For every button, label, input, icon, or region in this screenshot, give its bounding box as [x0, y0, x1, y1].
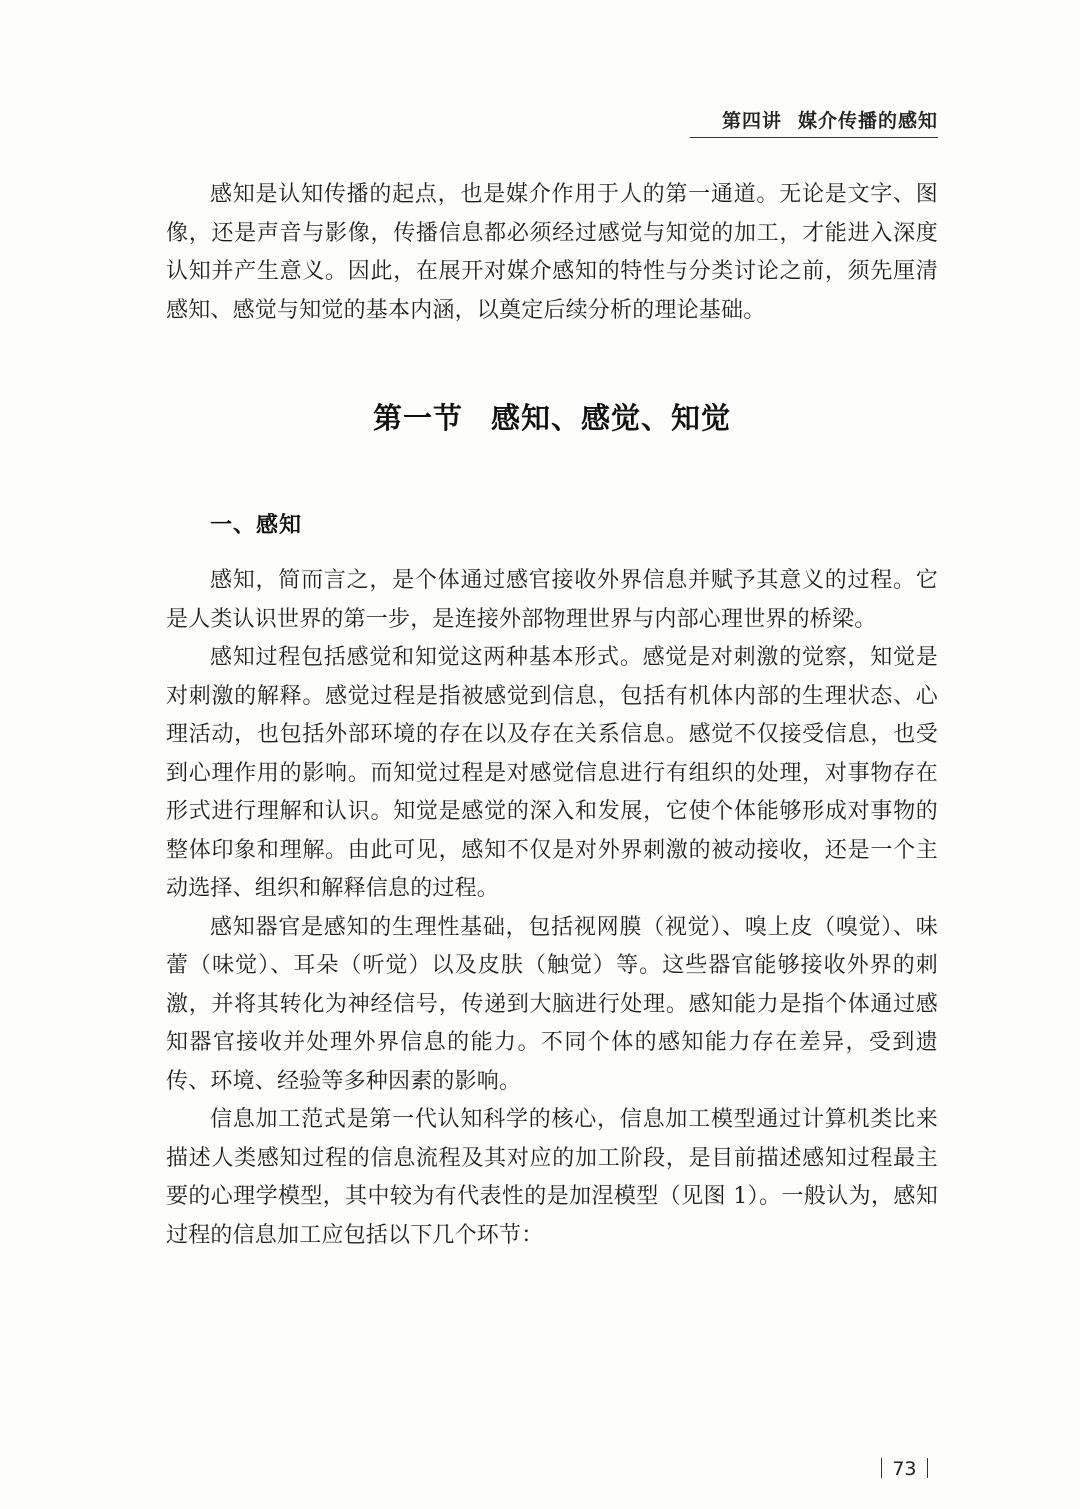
header-rule — [690, 137, 938, 138]
chapter-number: 第四讲 — [721, 110, 782, 132]
intro-paragraph: 感知是认知传播的起点，也是媒介作用于人的第一通道。无论是文字、图像，还是声音与影像，传播信息都必须经过感觉与知觉的加工，才能进入深度认知并产生意义。因此，在展开对媒介感知的特性与分类讨论之前，须先厘清感知、感觉与知觉的基本内涵，以奠定后续分析的理论基础。 — [166, 182, 938, 323]
section-title — [166, 396, 938, 437]
body-paragraph: 感知器官是感知的生理性基础，包括视网膜（视觉）、嗅上皮（嗅觉）、味蕾（味觉）、耳朵（听觉）以及皮肤（触觉）等。这些器官能够接收外界的刺激，并将其转化为神经信号，传递到大脑进行处理。感知能力是指个体通过感知器官接收并处理外界信息的能力。不同个体的感知能力存在差异，受到遗传、环境、经验等多种因素的影响。 — [166, 914, 938, 1094]
subsection-title: 一、感知 — [210, 513, 303, 538]
body-paragraph: 感知，简而言之，是个体通过感官接收外界信息并赋予其意义的过程。它是人类认识世界的第一步，是连接外部物理世界与内部心理世界的桥梁。 — [166, 568, 938, 632]
page-number-value: 73 — [892, 1458, 917, 1480]
intro-text — [166, 176, 938, 330]
body-text — [166, 562, 938, 1255]
body-paragraph: 信息加工范式是第一代认知科学的核心，信息加工模型通过计算机类比来描述人类感知过程的信息流程及其对应的加工阶段，是目前描述感知过程最主要的心理学模型，其中较为有代表性的是加涅模型（见图 1）。一般认为，感知过程的信息加工应包括以下几个环节： — [166, 1107, 938, 1248]
page-number-bar-right — [927, 1458, 929, 1478]
body-paragraph: 感知过程包括感觉和知觉这两种基本形式。感觉是对刺激的觉察，知觉是对刺激的解释。感觉过程是指被感觉到信息，包括有机体内部的生理状态、心理活动，也包括外部环境的存在以及存在关系信息。感觉不仅接受信息，也受到心理作用的影响。而知觉过程是对感觉信息进行有组织的处理，对事物存在形式进行理解和认识。知觉是感觉的深入和发展，它使个体能够形成对事物的整体印象和理解。由此可见，感知不仅是对外界刺激的被动接收，还是一个主动选择、组织和解释信息的过程。 — [166, 645, 938, 901]
page-number-bar-left — [881, 1458, 883, 1478]
section-number: 第一节 — [372, 401, 463, 435]
running-header — [166, 106, 938, 133]
chapter-title: 媒介传播的感知 — [797, 110, 938, 132]
section-heading: 感知、感觉、知觉 — [491, 401, 732, 435]
page-number — [871, 1458, 938, 1480]
